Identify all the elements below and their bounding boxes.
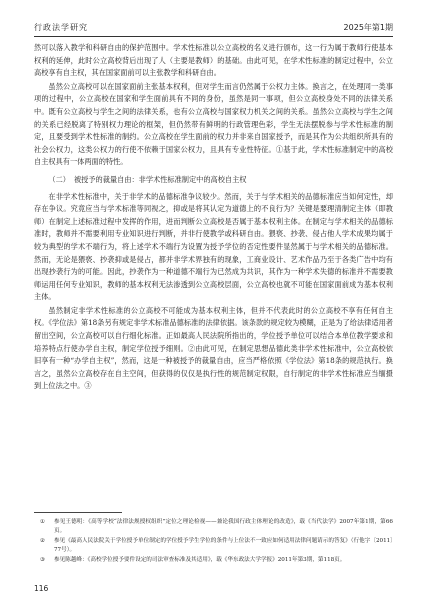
paragraph: 在非学术性标准中，关于非学术的品德标准争议较少。然而，关于与学术相关的品德标准应当如何定性，却存在争议。究竟应当与学术标准等同视之，抑或是将其认定为道德上的不良行为？关键是要理清制定主体（即教师）在制定上述标准过程中发挥的作用，进而判断公立高校是否属于基本权利主体。在制定与学术相关的品德标准时，教师并不需要利用专业知识进行判断，并非行使教学或科研自由。猥亵、抄袭、侵占他人学术成果均属于较为典型的学术不端行为，将上述学术不端行为设置为授予学位的否定性要件显然属于与学术相关的品德标准。然而，无论是猥亵、抄袭抑或是侵占，都并非学术界独有的现象，工商业设计、艺术作品乃至于各类广告中均有出现抄袭行为的可能。因此，抄袭作为一种道德不端行为已然成为共识，其作为一种学术失德的标准并不需要教师运用任何专业知识，教师的基本权利无法渗透到公立高校层面，公立高校也就不可能在国家面前成为基本权利主体。 <box>34 191 393 302</box>
main-text <box>34 42 393 394</box>
section-number: （二） <box>48 174 70 184</box>
footnote <box>34 518 393 537</box>
header-divider <box>34 36 393 37</box>
paragraph: 然可以落入教学和科研自由的保护范围中。学术性标准以公立高校的名义进行颁布，这一行为属于教师行使基本权利的延伸，此时公立高校背后出现了人（主要是教师）的基础。由此可见，在学术性标准的制定过程中，公立高校享有自主权，其在国家面前可以主张教学和科研自由。 <box>34 43 393 78</box>
footnote-mark: ② <box>40 537 46 544</box>
footnote-divider <box>34 512 122 513</box>
footnote-mark: ① <box>40 519 46 525</box>
footnote-text: 参见王德明：《高等学校“法律法规授权组织”定位之理论检视——兼论我国行政主体理论的改造》，载《当代法学》2007年第1期，第66页。 <box>54 519 393 535</box>
running-header <box>34 22 393 36</box>
footnote-mark: ③ <box>40 556 46 563</box>
footnote-text: 参见《最高人民法院关于学位授予单位制定的学位授予学生学位的条件与上位法不一致应如何适用法律问题请示的答复》（行他字〔2011〕77号）。 <box>54 537 393 554</box>
paragraph: 虽然制定非学术性标准的公立高校不可能成为基本权利主体，但并不代表此时的公立高校不享有任何自主权。《学位法》第18条另有规定非学术标准品德标准的法律依据。该条款的规定较为模糊，正是为了给法律适用者留出空间，公立高校可以自行细化标准。正如最高人民法院所指出的，学位授予单位可以结合本单位教学要求和培养特点行使办学自主权，制定学位授予细则。②由此可见，在制定思想品德此类非学术性标准中，公立高校依旧享有一种“办学自主权”，然而，这是一种被授予的裁量自由，应当严格依照《学位法》第18条的规范执行。换言之，虽然公立高校存在自主空间，但获得的仅仅是执行性的规范制定权限，自行制定的非学术性标准应当缅摄到上位法之中。③ <box>34 305 393 391</box>
paragraph: 虽然公立高校可以在国家面前主张基本权利，但对学生而言仍然属于公权力主体。换言之，在处理同一类事项的过程中，公立高校在国家和学生面前具有不同的身份，虽然是同一事项，但公立高校身处不同的法律关系中。既有公立高校与学生之间的法律关系，也有公立高校与国家权力机关之间的关系。虽然公立高校与学生之间的关系已经脱离了特别权力理论的框架，但仍然带有鲜明的行政管理色彩，学生无法摆脱参与学术性标准的制定，且要受到学术性标准的制约。公立高校在学生面前的权力并非来自国家授予，而是其作为公共组织所具有的社会公权力，这类公权力的行使不依赖于国家公权力，且具有专业性特征。①基于此，学术性标准制定中的高校自主权具有一体两面的特性。 <box>34 81 393 167</box>
footnote <box>34 537 393 556</box>
footnote <box>34 556 393 565</box>
issue-label: 2025年第1期 <box>343 23 393 32</box>
section-title: 被授予的裁量自由：非学术性标准制定中的高校自主权 <box>73 174 247 184</box>
section-heading <box>34 174 393 187</box>
footnotes <box>34 518 393 565</box>
footnote-text: 参见陈越峰：《高校学位授予要件设定的司法审查标准及其适用》，载《华东政法大学学报》2011年第3期，第118页。 <box>54 556 346 563</box>
page-number: 116 <box>34 584 49 593</box>
journal-title: 行政法学研究 <box>34 23 88 32</box>
